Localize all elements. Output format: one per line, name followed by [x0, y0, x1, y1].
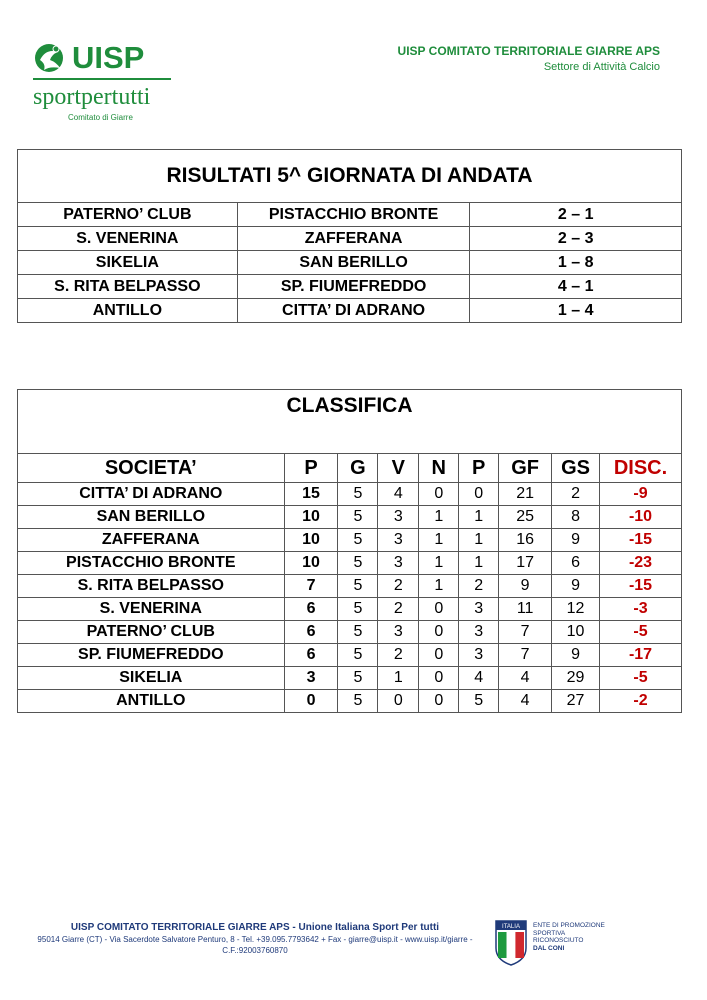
standing-team: SP. FIUMEFREDDO: [18, 644, 285, 667]
result-row: [18, 227, 682, 251]
result-home-team: PATERNO’ CLUB: [18, 203, 238, 227]
standing-points: 7: [284, 575, 338, 598]
result-score: 2 – 1: [470, 203, 682, 227]
standings-title: CLASSIFICA: [18, 390, 682, 454]
standing-losses: 1: [459, 529, 499, 552]
standing-goals-against: 29: [552, 667, 600, 690]
org-subtitle: Settore di Attività Calcio: [543, 61, 660, 73]
result-score: 1 – 4: [470, 299, 682, 323]
standing-played: 5: [338, 621, 378, 644]
standing-wins: 3: [378, 621, 419, 644]
result-score: 1 – 8: [470, 251, 682, 275]
standings-header-cell: N: [419, 454, 459, 483]
footer-org: UISP COMITATO TERRITORIALE GIARRE APS - Unione Italiana Sport Per tutti: [70, 922, 440, 933]
standings-row: [18, 621, 682, 644]
standing-played: 5: [338, 667, 378, 690]
footer: [30, 921, 480, 956]
standing-discipline: -3: [600, 598, 682, 621]
result-home-team: SIKELIA: [18, 251, 238, 275]
logo-word: UISP: [72, 40, 145, 75]
result-home-team: S. RITA BELPASSO: [18, 275, 238, 299]
standing-draws: 0: [419, 644, 459, 667]
standing-team: ZAFFERANA: [18, 529, 285, 552]
standings-header-cell: GS: [552, 454, 600, 483]
results-title: RISULTATI 5^ GIORNATA DI ANDATA: [18, 150, 682, 203]
standing-team: S. RITA BELPASSO: [18, 575, 285, 598]
standing-team: ANTILLO: [18, 690, 285, 713]
standing-points: 10: [284, 552, 338, 575]
standing-played: 5: [338, 529, 378, 552]
result-away-team: PISTACCHIO BRONTE: [237, 203, 470, 227]
standing-wins: 2: [378, 598, 419, 621]
result-home-team: S. VENERINA: [18, 227, 238, 251]
standing-draws: 0: [419, 483, 459, 506]
standings-table: [17, 389, 682, 713]
standing-discipline: -5: [600, 621, 682, 644]
org-header: [398, 44, 660, 75]
result-score: 2 – 3: [470, 227, 682, 251]
standing-discipline: -15: [600, 575, 682, 598]
standing-wins: 1: [378, 667, 419, 690]
standing-points: 6: [284, 644, 338, 667]
standing-goals-against: 2: [552, 483, 600, 506]
standing-wins: 4: [378, 483, 419, 506]
italia-shield-icon: [495, 920, 527, 966]
standing-points: 3: [284, 667, 338, 690]
standing-goals-for: 7: [499, 644, 552, 667]
standing-goals-for: 25: [499, 506, 552, 529]
standing-wins: 2: [378, 644, 419, 667]
result-away-team: SP. FIUMEFREDDO: [237, 275, 470, 299]
result-score: 4 – 1: [470, 275, 682, 299]
standing-draws: 0: [419, 690, 459, 713]
coni-text-line: RICONOSCIUTO: [533, 937, 584, 944]
coni-text-line: ENTE DI PROMOZIONE: [533, 922, 605, 929]
result-home-team: ANTILLO: [18, 299, 238, 323]
standing-losses: 5: [459, 690, 499, 713]
standings-header-cell: G: [338, 454, 378, 483]
uisp-logo: [30, 40, 180, 125]
footer-tax-code: C.F.:92003760870: [222, 946, 288, 955]
standing-points: 10: [284, 529, 338, 552]
italia-label: ITALIA: [502, 924, 520, 930]
standing-goals-for: 16: [499, 529, 552, 552]
results-table: [17, 149, 682, 323]
standing-points: 0: [284, 690, 338, 713]
standings-header-cell: DISC.: [600, 454, 682, 483]
standing-goals-against: 12: [552, 598, 600, 621]
standings-row: [18, 483, 682, 506]
coni-text: [533, 922, 605, 952]
standing-goals-for: 11: [499, 598, 552, 621]
standings-header-cell: SOCIETA’: [18, 454, 285, 483]
standings-row: [18, 529, 682, 552]
standing-draws: 0: [419, 667, 459, 690]
standings-header-cell: P: [284, 454, 338, 483]
logo-subtitle: sportpertutti: [33, 84, 151, 110]
standing-discipline: -15: [600, 529, 682, 552]
standing-team: SAN BERILLO: [18, 506, 285, 529]
standing-wins: 3: [378, 506, 419, 529]
standings-row: [18, 690, 682, 713]
standing-played: 5: [338, 644, 378, 667]
standing-draws: 1: [419, 529, 459, 552]
standing-draws: 0: [419, 621, 459, 644]
result-row: [18, 251, 682, 275]
standing-losses: 1: [459, 552, 499, 575]
standing-goals-against: 8: [552, 506, 600, 529]
standing-losses: 3: [459, 644, 499, 667]
standing-losses: 0: [459, 483, 499, 506]
standing-goals-against: 9: [552, 529, 600, 552]
standing-losses: 1: [459, 506, 499, 529]
standing-wins: 3: [378, 529, 419, 552]
result-row: [18, 275, 682, 299]
standing-played: 5: [338, 575, 378, 598]
standing-goals-for: 17: [499, 552, 552, 575]
footer-address: 95014 Giarre (CT) - Via Sacerdote Salvatore Penturo, 8 - Tel. +39.095.7793642 + Fax - giarre@uisp.it - www.uisp.it/giarre -: [37, 935, 473, 944]
standing-wins: 3: [378, 552, 419, 575]
result-row: [18, 299, 682, 323]
coni-badge: [495, 920, 615, 970]
standings-row: [18, 552, 682, 575]
standings-header-cell: V: [378, 454, 419, 483]
standing-discipline: -17: [600, 644, 682, 667]
standing-wins: 0: [378, 690, 419, 713]
standing-wins: 2: [378, 575, 419, 598]
standings-header-cell: GF: [499, 454, 552, 483]
standing-losses: 2: [459, 575, 499, 598]
standing-goals-for: 9: [499, 575, 552, 598]
standing-played: 5: [338, 552, 378, 575]
uisp-runner-icon: [32, 42, 68, 74]
standing-draws: 1: [419, 552, 459, 575]
standing-points: 15: [284, 483, 338, 506]
standing-team: S. VENERINA: [18, 598, 285, 621]
standing-goals-for: 7: [499, 621, 552, 644]
standing-draws: 0: [419, 598, 459, 621]
logo-divider: [33, 78, 171, 80]
standings-row: [18, 598, 682, 621]
org-title: UISP COMITATO TERRITORIALE GIARRE APS: [397, 44, 660, 58]
standing-discipline: -2: [600, 690, 682, 713]
standing-goals-for: 21: [499, 483, 552, 506]
standing-played: 5: [338, 506, 378, 529]
standings-row: [18, 506, 682, 529]
standing-team: SIKELIA: [18, 667, 285, 690]
standing-losses: 4: [459, 667, 499, 690]
standing-team: PISTACCHIO BRONTE: [18, 552, 285, 575]
standings-header-row: [18, 454, 682, 483]
coni-text-line: DAL CONI: [533, 944, 565, 952]
standing-goals-against: 27: [552, 690, 600, 713]
standing-draws: 1: [419, 506, 459, 529]
standing-discipline: -10: [600, 506, 682, 529]
standing-played: 5: [338, 598, 378, 621]
result-away-team: SAN BERILLO: [237, 251, 470, 275]
coni-text-line: SPORTIVA: [533, 929, 566, 937]
standings-row: [18, 575, 682, 598]
standing-goals-against: 9: [552, 575, 600, 598]
result-away-team: CITTA’ DI ADRANO: [237, 299, 470, 323]
standing-discipline: -5: [600, 667, 682, 690]
standing-discipline: -23: [600, 552, 682, 575]
standing-played: 5: [338, 690, 378, 713]
standing-goals-against: 6: [552, 552, 600, 575]
standing-goals-against: 10: [552, 621, 600, 644]
standing-points: 6: [284, 598, 338, 621]
standing-team: CITTA’ DI ADRANO: [18, 483, 285, 506]
standings-row: [18, 644, 682, 667]
standing-losses: 3: [459, 621, 499, 644]
standing-goals-for: 4: [499, 667, 552, 690]
standing-team: PATERNO’ CLUB: [18, 621, 285, 644]
standings-row: [18, 667, 682, 690]
standing-draws: 1: [419, 575, 459, 598]
standing-goals-for: 4: [499, 690, 552, 713]
standing-points: 6: [284, 621, 338, 644]
result-away-team: ZAFFERANA: [237, 227, 470, 251]
standing-losses: 3: [459, 598, 499, 621]
result-row: [18, 203, 682, 227]
logo-comitato: Comitato di Giarre: [68, 113, 133, 122]
standing-played: 5: [338, 483, 378, 506]
standings-header-cell: P: [459, 454, 499, 483]
standing-discipline: -9: [600, 483, 682, 506]
standing-points: 10: [284, 506, 338, 529]
standing-goals-against: 9: [552, 644, 600, 667]
